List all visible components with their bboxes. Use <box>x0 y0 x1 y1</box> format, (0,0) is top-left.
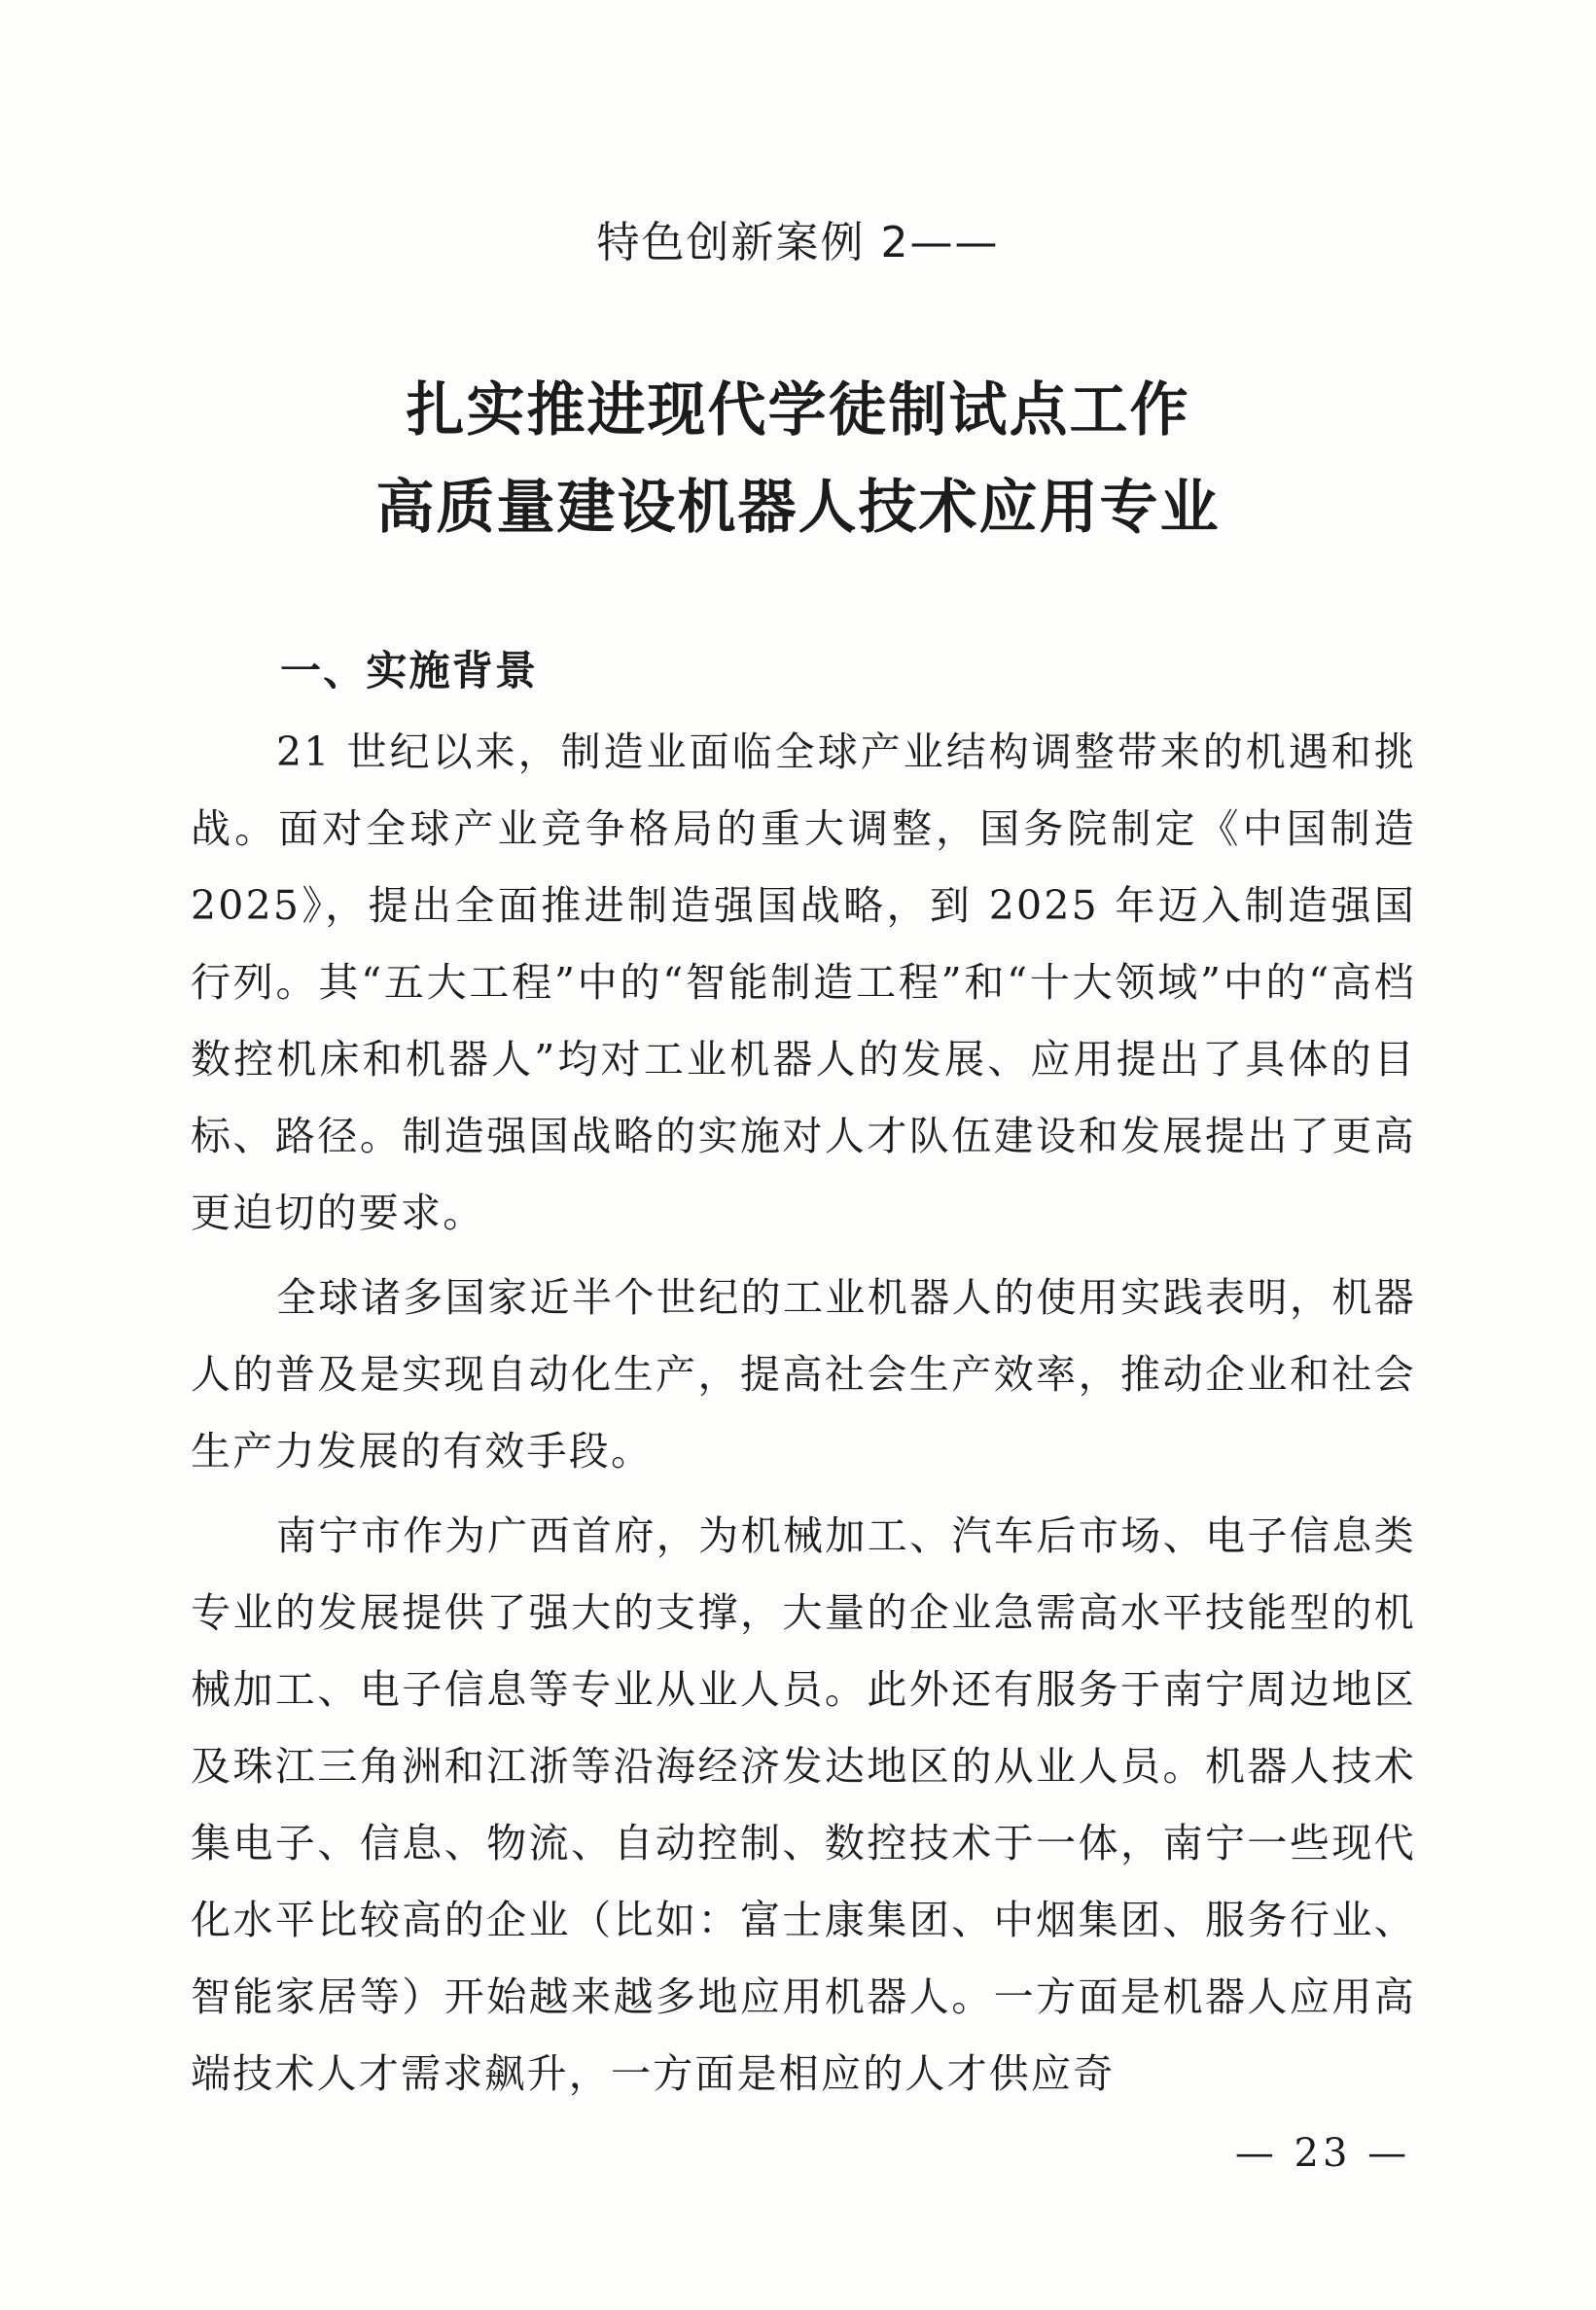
body-paragraph: 全球诸多国家近半个世纪的工业机器人的使用实践表明，机器人的普及是实现自动化生产，提高社会生产效率，推动企业和社会生产力发展的有效手段。 <box>191 1274 1416 1475</box>
body-paragraph: 南宁市作为广西首府，为机械加工、汽车后市场、电子信息类专业的发展提供了强大的支撑，大量的企业急需高水平技能型的机械加工、电子信息等专业从业人员。此外还有服务于南宁周边地区及珠江三角洲和江浙等沿海经济发达地区的从业人员。机器人技术集电子、信息、物流、自动控制、数控技术于一体，南宁一些现代化水平比较高的企业（比如：富士康集团、中烟集团、服务行业、智能家居等）开始越来越多地应用机器人。一方面是机器人应用高端技术人才需求飙升，一方面是相应的人才供应奇 <box>191 1512 1416 2097</box>
title-line-1: 扎实推进现代学徒制试点工作 <box>406 376 1190 444</box>
body-paragraph: 21 世纪以来，制造业面临全球产业结构调整带来的机遇和挑战。面对全球产业竞争格局的重大调整，国务院制定《中国制造 2025》，提出全面推进制造强国战略，到 2025 年迈入制造强国行列。其“五大工程”中的“智能制造工程”和“十大领域”中的“高档数控机床和机器人”均对工业机器人的发展、应用提出了具体的目标、路径。制造强国战略的实施对人才队伍建设和发展提出了更高更迫切的要求。 <box>191 729 1416 1236</box>
case-kicker: 特色创新案例 2—— <box>596 218 1000 267</box>
page-number: — 23 — <box>1234 2131 1411 2176</box>
title-line-2: 高质量建设机器人技术应用专业 <box>375 474 1221 542</box>
document-title <box>0 362 1596 556</box>
section-heading: 一、实施背景 <box>280 647 539 694</box>
document-body <box>191 628 1416 2120</box>
